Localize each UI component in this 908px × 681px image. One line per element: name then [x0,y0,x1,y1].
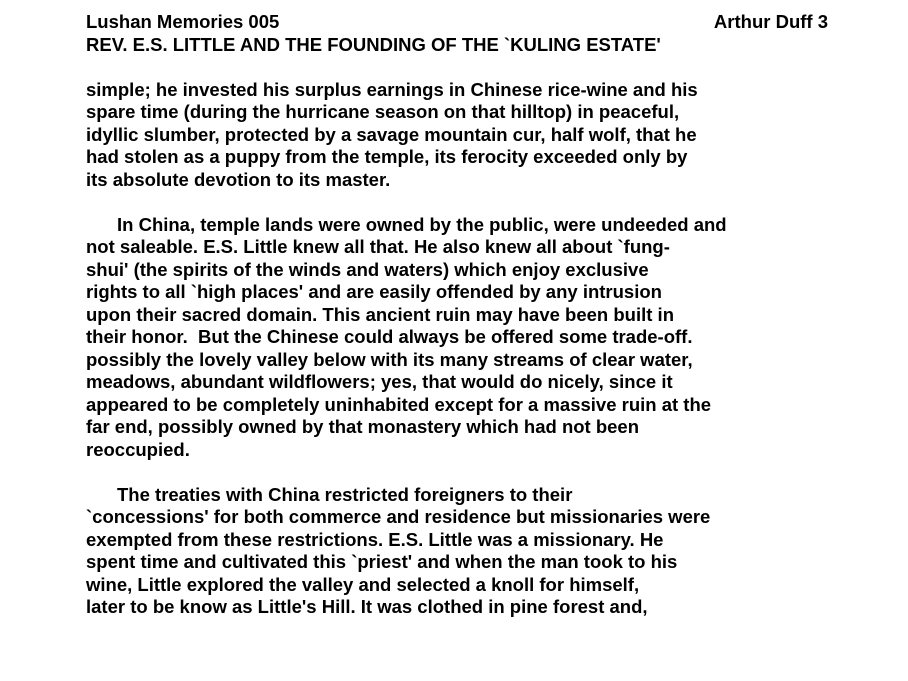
text-line: The treaties with China restricted foreigners to their [117,483,573,505]
text-line: far end, possibly owned by that monastery which had not been [86,416,640,437]
chapter-title: REV. E.S. LITTLE AND THE FOUNDING OF THE `KULING ESTATE' [86,33,661,55]
text-line: simple; he invested his surplus earnings in Chinese rice-wine and his [86,78,698,100]
document-page [86,11,846,619]
text-line: In China, temple lands were owned by the public, were undeeded and [117,213,727,235]
text-line: later to be know as Little's Hill. It was clothed in pine forest and, [86,596,648,617]
text-line: spare time (during the hurricane season on that hilltop) in peaceful, [86,101,680,122]
page-header [86,11,828,34]
paragraph-spacer [86,461,846,484]
text-line: exempted from these restrictions. E.S. Little was a missionary. He [86,528,664,550]
paragraph [86,214,846,462]
text-line: its absolute devotion to its master. [86,168,391,190]
header-series-title: Lushan Memories 005 [86,11,280,32]
text-line: possibly the lovely valley below with its many streams of clear water, [86,348,693,370]
text-line: spent time and cultivated this `priest' and when the man took to his [86,551,678,572]
text-line: appeared to be completely uninhabited except for a massive ruin at the [86,393,712,415]
text-line: upon their sacred domain. This ancient ruin may have been built in [86,303,674,325]
text-line: not saleable. E.S. Little knew all that. He also knew all about `fung- [86,236,670,257]
text-line: their honor. But the Chinese could always be offered some trade-off. [86,326,693,347]
text-line: meadows, abundant wildflowers; yes, that would do nicely, since it [86,371,673,392]
text-line: idyllic slumber, protected by a savage mountain cur, half wolf, that he [86,123,697,145]
paragraph-spacer [86,191,846,214]
paragraph [86,79,846,192]
spacer [86,56,846,79]
body-text [86,79,846,619]
text-line: shui' (the spirits of the winds and waters) which enjoy exclusive [86,258,649,280]
paragraph [86,484,846,619]
header-author-page: Arthur Duff 3 [713,11,828,32]
text-line: had stolen as a puppy from the temple, its ferocity exceeded only by [86,146,688,167]
text-line: wine, Little explored the valley and selected a knoll for himself, [86,573,640,595]
text-line: `concessions' for both commerce and residence but missionaries were [86,506,711,527]
text-line: rights to all `high places' and are easily offended by any intrusion [86,281,662,302]
text-line: reoccupied. [86,438,190,460]
